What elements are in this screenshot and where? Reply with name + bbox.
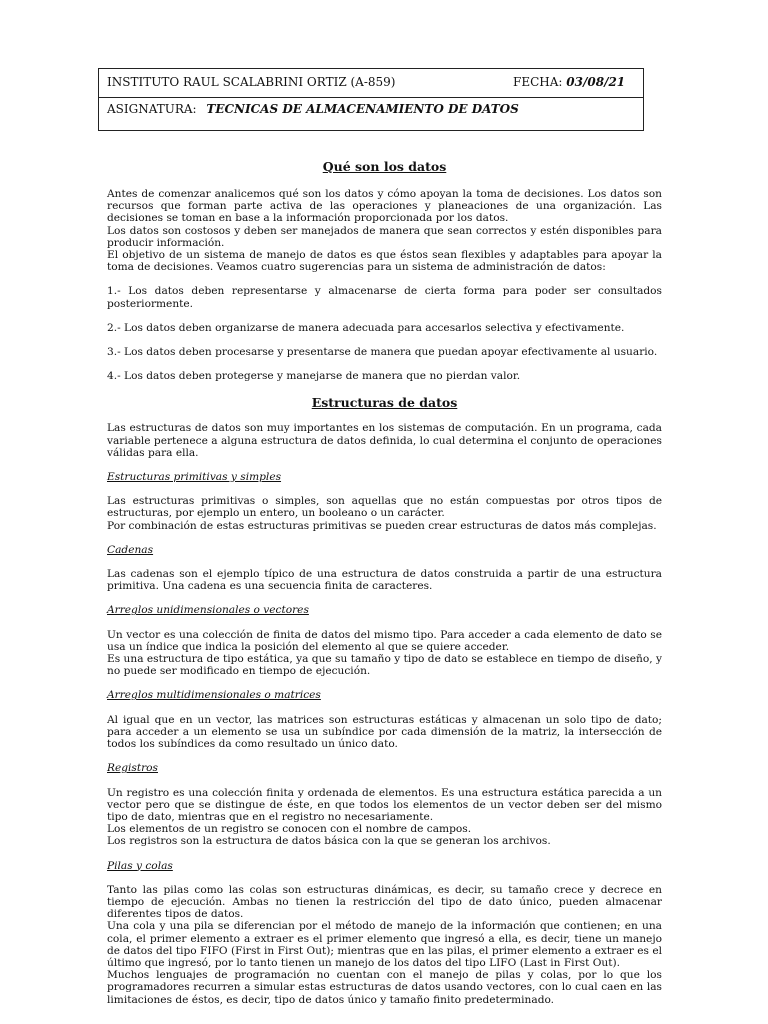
list-item: 2.- Los datos deben organizarse de manera adecuada para accesarlos selectiva y efectivamente.	[107, 321, 625, 334]
paragraph: Las estructuras de datos son muy importantes en los sistemas de computación. En un programa, cada variable pertenece a alguna estructura de datos definida, lo cual determina el conjunto de operaciones válidas para ella.	[107, 422, 662, 459]
paragraph: Un vector es una colección de finita de datos del mismo tipo. Para acceder a cada elemento de dato se usa un índice que indica la posición del elemento al que se quiere acceder.	[107, 628, 662, 653]
paragraph: Las estructuras primitivas o simples, son aquellas que no están compuestas por otros tipos de estructuras, por ejemplo un entero, un booleano o un carácter.	[107, 495, 662, 520]
institute-name: INSTITUTO RAUL SCALABRINI ORTIZ (A-859)	[107, 75, 396, 89]
section-title-que-son-los-datos: Qué son los datos	[322, 159, 447, 174]
paragraph: Al igual que en un vector, las matrices son estructuras estáticas y almacenan un solo tipo de dato; para acceder a un elemento se usa un subíndice por cada dimensión de la matriz, la intersección de todos los subíndices da como resultado un único dato.	[107, 713, 662, 751]
paragraph: Un registro es una colección finita y ordenada de elementos. Es una estructura estática parecida a un vector pero que se distingue de éste, en que todos los elementos de un vector deben ser del mismo tipo de dato, mientras que en el registro no necesariamente.	[107, 786, 662, 823]
paragraph: Por combinación de estas estructuras primitivas se pueden crear estructuras de datos más complejas.	[107, 519, 657, 532]
subsection-title: Registros	[107, 762, 158, 775]
subject-value: TECNICAS DE ALMACENAMIENTO DE DATOS	[206, 102, 519, 116]
date-value: 03/08/21	[566, 75, 626, 89]
date-field	[513, 75, 625, 89]
header-row-institute	[98, 68, 644, 98]
subsection-title: Arreglos unidimensionales o vectores	[107, 604, 309, 617]
paragraph: Antes de comenzar analicemos qué son los datos y cómo apoyan la toma de decisiones. Los datos son recursos que forman parte activa de las operaciones y planeaciones de una organización. Las decisiones se toman en base a la información proporcionada por los datos.	[107, 188, 662, 225]
paragraph: El objetivo de un sistema de manejo de datos es que éstos sean flexibles y adaptables para apoyar la toma de decisiones. Veamos cuatro sugerencias para un sistema de administración de datos:	[107, 249, 662, 274]
subsection-title: Estructuras primitivas y simples	[107, 471, 282, 484]
paragraph: Muchos lenguajes de programación no cuentan con el manejo de pilas y colas, por lo que los programadores recurren a simular estas estructuras de datos usando vectores, con lo cual caen en las limitaciones de éstos, es decir, tipo de datos único y tamaño finito predeterminado.	[107, 969, 662, 1006]
list-item: 4.- Los datos deben protegerse y manejarse de manera que no pierdan valor.	[107, 370, 521, 383]
paragraph: Los datos son costosos y deben ser manejados de manera que sean correctos y estén disponibles para producir información.	[107, 224, 662, 249]
list-item: 3.- Los datos deben procesarse y presentarse de manera que puedan apoyar efectivamente al usuario.	[107, 346, 658, 359]
subsection-title: Pilas y colas	[107, 859, 173, 872]
subject-label: ASIGNATURA:	[107, 102, 197, 116]
paragraph: Los elementos de un registro se conocen con el nombre de campos.	[107, 823, 472, 836]
section-title-estructuras-de-datos: Estructuras de datos	[311, 395, 458, 411]
subject-field	[107, 102, 519, 116]
header-row-subject	[98, 97, 644, 131]
paragraph: Los registros son la estructura de datos básica con la que se generan los archivos.	[107, 835, 551, 848]
paragraph: Las cadenas son el ejemplo típico de una estructura de datos construida a partir de una estructura primitiva. Una cadena es una secuencia finita de caracteres.	[107, 568, 662, 593]
document-body	[107, 160, 662, 1006]
paragraph: Es una estructura de tipo estática, ya que su tamaño y tipo de dato se establece en tiempo de diseño, y no puede ser modificado en tiempo de ejecución.	[107, 653, 662, 678]
subsection-title: Arreglos multidimensionales o matrices	[107, 689, 321, 702]
subsection-title: Cadenas	[107, 543, 154, 556]
list-item: 1.- Los datos deben representarse y almacenarse de cierta forma para poder ser consultados posteriormente.	[107, 285, 662, 310]
date-label: FECHA:	[513, 75, 563, 89]
paragraph: Una cola y una pila se diferencian por el método de manejo de la información que contienen; en una cola, el primer elemento a extraer es el primer elemento que ingresó a ella, es decir, tiene un manejo de datos del tipo FIFO (First in First Out); mientras que en las pilas, el primer elemento a extraer es el último que ingresó, por lo tanto tienen un manejo de los datos del tipo LIFO (Last in First Out).	[107, 920, 662, 969]
paragraph: Tanto las pilas como las colas son estructuras dinámicas, es decir, su tamaño crece y decrece en tiempo de ejecución. Ambas no tienen la restricción del tipo de dato único, pueden almacenar diferentes tipos de datos.	[107, 883, 662, 921]
